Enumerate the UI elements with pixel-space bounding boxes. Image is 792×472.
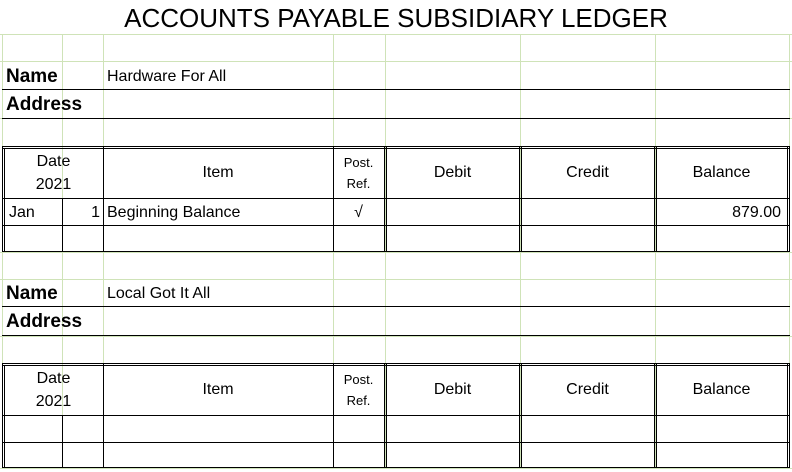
- day-cell[interactable]: 1: [91, 204, 100, 221]
- balance-cell[interactable]: 879.00: [732, 204, 781, 221]
- header-balance: Balance: [692, 381, 751, 398]
- header-date-year: 2021: [35, 393, 72, 410]
- post-ref-checkmark-cell[interactable]: √: [354, 204, 363, 221]
- header-debit: Debit: [433, 381, 472, 398]
- vendor-name-cell[interactable]: Hardware For All: [107, 68, 227, 85]
- address-label: Address: [6, 311, 83, 332]
- ledger-title: ACCOUNTS PAYABLE SUBSIDIARY LEDGER: [124, 3, 668, 33]
- header-credit: Credit: [566, 381, 609, 398]
- name-label: Name: [6, 283, 58, 304]
- header-post-ref-2: Ref.: [346, 393, 371, 408]
- header-date-year: 2021: [35, 176, 72, 193]
- header-post-ref-2: Ref.: [346, 176, 371, 191]
- header-date: Date: [36, 370, 71, 387]
- header-credit: Credit: [566, 164, 609, 181]
- header-debit: Debit: [433, 164, 472, 181]
- header-item: Item: [202, 381, 234, 398]
- month-cell[interactable]: Jan: [9, 204, 35, 221]
- header-post-ref: Post.: [343, 372, 374, 387]
- vendor-name-cell[interactable]: Local Got It All: [107, 285, 211, 302]
- header-post-ref: Post.: [343, 155, 374, 170]
- header-item: Item: [202, 164, 234, 181]
- item-cell[interactable]: Beginning Balance: [107, 204, 241, 221]
- header-balance: Balance: [692, 164, 751, 181]
- name-label: Name: [6, 66, 58, 87]
- header-date: Date: [36, 153, 71, 170]
- address-label: Address: [6, 94, 83, 115]
